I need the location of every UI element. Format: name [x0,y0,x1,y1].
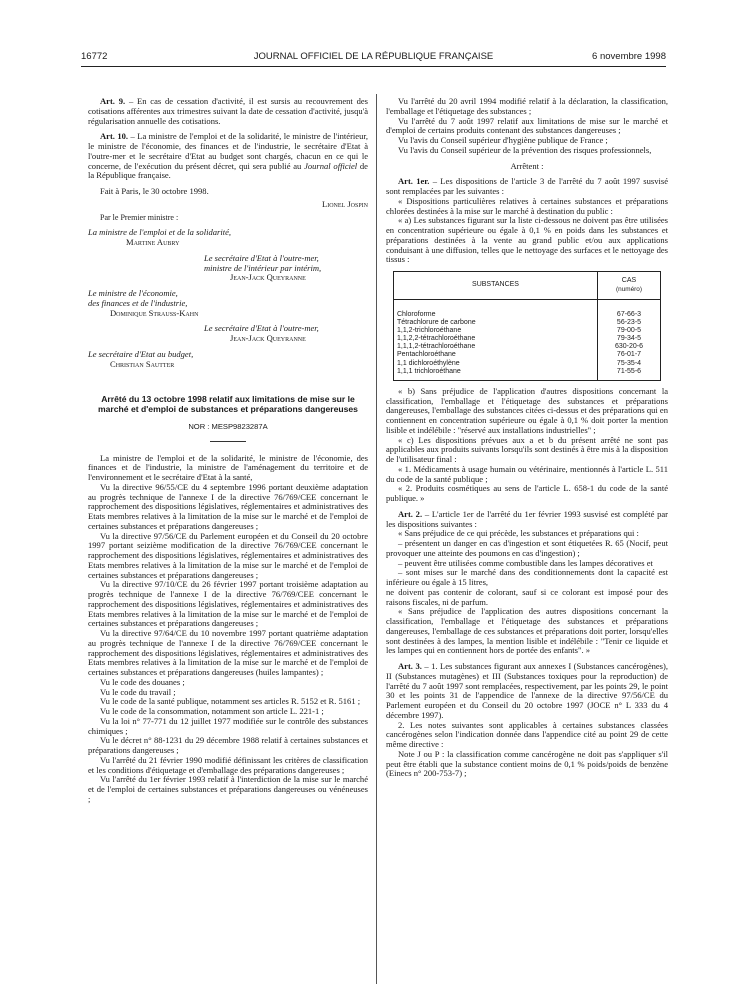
visa-item: Vu l'arrêté du 20 avril 1994 modifié relatif à la déclaration, la classification, l'emballage et l'étiquetage des substances ; [386,96,668,116]
secretary-overseas-2: Le secrétaire d'Etat à l'outre-mer, [204,323,319,334]
visa-item: Vu la directive 97/10/CE du 26 février 1997 portant troisième adaptation au progrès technique de l'annexe I de la directive 76/769/CEE concernant le rapprochement des dispositions législatives, réglementaires et administratives des Etats membres relatives à la limitation de la mise sur le marché et de l'emploi de certaines substances et préparations dangereuses ; [88,579,368,629]
nor-reference: NOR : MESP9823287A [188,421,268,431]
secretary-overseas-1: Le secrétaire d'Etat à l'outre-mer, [204,252,319,263]
right-column [386,97,668,779]
issue-date: 6 novembre 1998 [592,51,666,62]
table-row: 1,1,2,2-tétrachloroéthane 79-34-5 [394,335,661,343]
signature-queyranne-1: Jean-Jack Queyranne [230,272,306,283]
table-header-cas: CAS (numéro) [598,272,661,300]
visa-item: Vu la loi n° 77-771 du 12 juillet 1977 modifiée sur le contrôle des substances chimiques ; [88,715,368,736]
left-column [88,97,368,805]
signature-date: Fait à Paris, le 30 octobre 1998. [100,186,209,196]
minister-employment: La ministre de l'emploi et de la solidarité, [88,227,231,238]
article-1-quote-intro: « Dispositions particulières relatives à certaines substances et préparations chlorées destinées à la mise sur le marché à destination du public : [386,195,668,216]
journal-title: JOURNAL OFFICIEL DE LA RÉPUBLIQUE FRANÇAISE [253,51,494,62]
table-row: Pentachloroéthane 76-01-7 [394,351,661,359]
visa-item: Vu l'arrêté du 21 février 1990 modifié définissant les critères de classification et les conditions d'étiquetage et d'emballage des préparations dangereuses ; [88,754,368,775]
visa-item: Vu la directive 97/64/CE du 10 novembre 1997 portant quatrième adaptation au progrès technique de l'annexe I de la directive 76/769/CEE concernant le rapprochement des dispositions législatives, réglementaires et administratives des Etats membres relatives à la limitation de la mise sur le marché et de l'emploi de certaines substances et préparations dangereuses (huiles lampantes) ; [88,628,368,678]
visa-list-left [88,483,368,805]
article-2-dash-1: – présentent un danger en cas d'ingestion et sont étiquetées R. 65 (Nocif, peut provoquer une atteinte des poumons en cas d'ingestion) ; [386,538,668,558]
header-rule [81,66,666,67]
article-1-item-1: « 1. Médicaments à usage humain ou vétérinaire, mentionnés à l'article L. 511 du code de la santé publique ; [386,463,668,484]
column-divider [376,94,377,984]
article-2-quote: « Sans préjudice de ce qui précède, les substances et préparations qui : [398,528,639,539]
visa-item: Vu le décret n° 88-1231 du 29 décembre 1988 relatif à certaines substances et préparations dangereuses ; [88,735,368,756]
article-10: Art. 10. – La ministre de l'emploi et de la solidarité, le ministre de l'intérieur, le ministre de l'économie, des finances et de l'industrie, le secrétaire d'Etat à l'outre-mer et le secrétaire d'Etat au budget sont chargés, chacun en ce qui le concerne, de l'exécution du présent décret, qui sera publié au Journal officiel de la République française. [88,131,368,181]
secretary-budget: Le secrétaire d'Etat au budget, [88,348,194,359]
visa-item: Vu la directive 97/56/CE du Parlement européen et du Conseil du 20 octobre 1997 portant seizième modification de la directive 76/769/CEE concernant le rapprochement des dispositions législatives, réglementaires et administratives des Etats membres relatives à la limitation de la mise sur le marché et de l'emploi de certaines substances et préparations dangereuses ; [88,530,368,580]
secretary-overseas-1b: ministre de l'intérieur par intérim, [204,262,322,273]
article-1-point-c: « c) Les dispositions prévues aux a et b du présent arrêté ne sont pas applicables aux produits suivants lorsqu'ils sont destinés à être mis à la disposition de l'utilisateur final : [386,434,668,464]
article-1: Art. 1er. – Les dispositions de l'article 3 de l'arrêté du 7 août 1997 susvisé sont remplacées par les suivantes : [386,176,668,196]
article-2: Art. 2. – L'article 1er de l'arrêté du 1er février 1993 susvisé est complété par les dispositions suivantes : [386,508,668,529]
visa-list-right [386,97,668,156]
article-2-dash-3: – sont mises sur le marché dans des conditionnements dont la capacité est inférieure ou égale à 15 litres, [386,567,668,587]
visa-item: Vu l'avis du Conseil supérieur d'hygiène publique de France ; [398,135,608,145]
table-header-substances: SUBSTANCES [394,272,598,300]
article-3: Art. 3. – 1. Les substances figurant aux annexes I (Substances cancérogènes), II (Substances mutagènes) et III (Substances toxiques pour la reproduction) de l'arrêté du 7 août 1997 sont remplacées, respectivement, par les points 29, le point 30 et les points 31 de l'appendice de l'annexe de la directive 97/56/CE du Parlement européen et du Conseil du 20 octobre 1997 (JOCE n° L 333 du 4 décembre 1997). [386,661,668,720]
table-row: 1,1,1,2-tétrachloroéthane 630-20-6 [394,343,661,351]
table-row: 1,1 dichloroéthylène 75-35-4 [394,360,661,368]
arretent-heading: Arrêtent : [510,160,544,171]
visa-item: Vu la directive 96/55/CE du 4 septembre 1996 portant deuxième adaptation au progrès technique de l'annexe I de la directive 76/769/CEE concernant le rapprochement des dispositions législatives, réglementaires et administratives des Etats membres relatives à la limitation de la mise sur le marché et de l'emploi de certaines substances et préparations dangereuses ; [88,481,368,531]
signature-prime-minister: Lionel Jospin [321,198,368,209]
article-1-item-2: « 2. Produits cosmétiques au sens de l'article L. 658-1 du code de la santé publique. » [386,483,668,503]
article-2-quote-2: « Sans préjudice de l'application des autres dispositions concernant la classification, l'emballage et l'étiquetage des substances et préparations dangereuses, l'emballage de ces substances et préparations doit porter, lorsqu'elles sont destinées à des lampes, la mention lisible et indélébile : "Tenir ce liquide et les lampes qui en contiennent hors de portée des enfants". » [386,606,668,656]
by-prime-minister: Par le Premier ministre : [100,212,179,222]
table-row: 1,1,1 trichloroéthane 71-55-6 [394,368,661,381]
visa-item: Vu le code du travail ; [100,686,176,697]
minister-economy-2: des finances et de l'industrie, [88,297,188,308]
article-3-point-2: 2. Les notes suivantes sont applicables à certaines substances classées cancérogènes selon l'indication donnée dans l'appendice cité au point 29 de cette même directive : [386,719,668,749]
decree-intro: La ministre de l'emploi et de la solidarité, le ministre de l'économie, des finances et de l'industrie, la ministre de l'aménagement du territoire et de l'environnement et le secrétaire d'Etat à la santé, [88,452,368,483]
table-row: Chloroforme 67-66-3 [394,300,661,320]
visa-item: Vu le code de la consommation, notamment son article L. 221-1 ; [100,706,324,717]
article-1-point-b: « b) Sans préjudice de l'application d'autres dispositions concernant la classification, l'emballage et l'étiquetage des substances et préparations dangereuses, l'emballage des substances citées ci-dessus et des préparations qui en contiennent en concentration supérieure ou égale à 0,1 % doit porter la mention lisible et indélébile : "réservé aux installations industrielles" ; [386,385,668,435]
minister-economy-1: Le ministre de l'économie, [88,288,178,298]
article-9: Art. 9. – En cas de cessation d'activité, il est sursis au recouvrement des cotisations afférentes aux trimestres suivant la date de cessation d'activité, jusqu'à régularisation annuelle des cotisations. [88,96,368,126]
title-rule [210,441,246,442]
table-row: Tétrachlorure de carbone 56-23-5 [394,319,661,327]
table-row: 1,1,2-trichloroéthane 79-00-5 [394,327,661,335]
visa-item: Vu le code de la santé publique, notamment ses articles R. 5152 et R. 5161 ; [100,696,361,707]
article-2-after: ne doivent pas contenir de colorant, sauf si ce colorant est imposé pour des raisons fiscales, ni de parfum. [386,586,668,607]
visa-item: Vu l'arrêté du 1er février 1993 relatif à l'interdiction de la mise sur le marché et de l'emploi de certaines substances et préparations dangereuses ou vénéneuses ; [88,774,368,804]
article-1-point-a: « a) Les substances figurant sur la liste ci-dessous ne doivent pas être utilisées en concentration supérieure ou égale à 0,1 % en poids dans les substances et préparations destinées à la vente au grand public et/ou aux applications conduisant à une diffusion, telles que le nettoyage des surfaces et le nettoyage des tissus : [386,215,668,265]
article-3-note: Note J ou P : la classification comme cancérogène ne doit pas s'appliquer s'il peut être établi que la substance contient moins de 0,1 % poids/poids de benzène (Einecs n° 200-753-7) ; [386,748,668,779]
visa-item: Vu l'arrêté du 7 août 1997 relatif aux limitations de mise sur le marché et d'emploi de certains produits contenant des substances dangereuses ; [386,115,668,136]
signature-sautter: Christian Sautter [110,358,175,369]
signature-strauss-kahn: Dominique Strauss-Kahn [110,307,199,318]
visa-item: Vu le code des douanes ; [100,676,185,687]
page-number: 16772 [81,51,108,62]
article-2-dash-2: – peuvent être utilisées comme combustible dans les lampes décoratives et [398,557,653,568]
signature-aubry: Martine Aubry [126,237,180,247]
visa-item: Vu l'avis du Conseil supérieur de la prévention des risques professionnels, [398,144,652,155]
signature-queyranne-2: Jean-Jack Queyranne [230,333,306,343]
substances-table [393,271,661,381]
page-header [81,51,666,65]
decree-title: Arrêté du 13 octobre 1998 relatif aux limitations de mise sur le marché et d'emploi de substances et préparations dangereuses [98,394,358,415]
